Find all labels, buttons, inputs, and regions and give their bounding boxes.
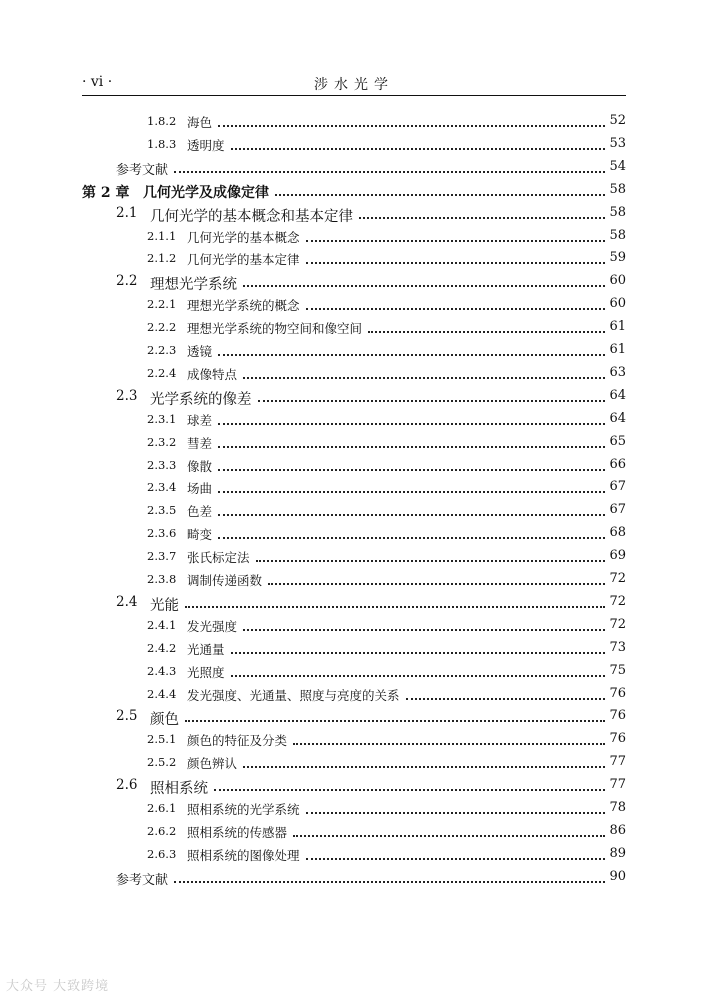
toc-entry-number: 2.2.4 (147, 365, 177, 380)
toc-entry-title: 发光强度 (187, 618, 238, 634)
toc-entry-page: 64 (609, 387, 626, 403)
toc-entry-title: 照相系统的图像处理 (187, 847, 300, 863)
toc-entry[interactable] (0, 180, 708, 203)
watermark: 大众号 大致跨境 (6, 979, 110, 994)
toc-entry-title: 理想光学系统的物空间和像空间 (187, 321, 363, 337)
running-title: 涉水光学 (314, 77, 394, 93)
toc-entry-title: 调制传递函数 (187, 573, 263, 588)
toc-entry[interactable] (0, 134, 708, 157)
toc-entry-number: 2.1.1 (147, 228, 177, 243)
dot-leader (185, 606, 605, 608)
toc-entry-title: 参考文献 (116, 162, 169, 178)
toc-entry[interactable] (0, 752, 708, 775)
toc-entry-title: 照相系统 (150, 781, 208, 798)
toc-entry[interactable] (0, 615, 708, 638)
toc-entry-title: 参考文献 (116, 872, 169, 888)
toc-entry[interactable] (0, 340, 708, 363)
toc-entry[interactable] (0, 248, 708, 271)
dot-leader (406, 698, 606, 700)
toc-entry-title: 畸变 (187, 527, 213, 543)
dot-leader (306, 812, 606, 814)
toc-entry-page: 59 (609, 250, 626, 266)
toc-entry-number: 2.6.1 (147, 801, 177, 815)
toc-entry-title: 光学系统的像差 (150, 391, 252, 408)
dot-leader (218, 354, 605, 356)
dot-leader (268, 583, 605, 585)
dot-leader (293, 743, 605, 745)
toc-entry-page: 86 (609, 822, 626, 838)
toc-entry[interactable] (0, 271, 708, 294)
dot-leader (258, 400, 606, 402)
toc-entry[interactable] (0, 546, 708, 569)
toc-entry-page: 58 (609, 204, 626, 220)
toc-entry-page: 68 (609, 525, 626, 541)
toc-entry[interactable] (0, 386, 708, 409)
toc-entry-number: 2.4.3 (147, 663, 177, 678)
dot-leader (306, 308, 606, 310)
toc-entry-title: 透镜 (187, 344, 213, 359)
toc-entry-title: 理想光学系统的概念 (187, 298, 300, 314)
toc-entry-page: 72 (609, 571, 626, 586)
toc-entry[interactable] (0, 798, 708, 821)
toc-entry-title: 海色 (187, 115, 213, 130)
toc-entry-page: 53 (609, 135, 626, 151)
page-number: · vi · (82, 74, 113, 90)
toc-entry-number: 2.3.5 (147, 503, 177, 518)
toc-entry-page: 60 (609, 296, 626, 312)
toc-entry-page: 77 (609, 754, 626, 770)
dot-leader (218, 469, 605, 471)
toc-entry-number: 2.4.4 (147, 686, 177, 701)
toc-entry[interactable] (0, 706, 708, 729)
toc-entry-page: 77 (609, 777, 626, 793)
toc-entry-number: 2.2 (116, 273, 138, 290)
toc-entry-number: 2.2.1 (147, 297, 177, 312)
toc-entry-title: 颜色的特征及分类 (187, 733, 288, 749)
dot-leader (218, 446, 605, 448)
toc-entry-page: 61 (609, 342, 626, 357)
dot-leader (231, 652, 606, 654)
dot-leader (368, 331, 605, 333)
toc-entry-page: 72 (609, 616, 626, 632)
toc-entry-number: 2.1 (116, 204, 138, 221)
toc-entry-page: 58 (609, 227, 626, 243)
toc-entry-page: 61 (609, 319, 626, 335)
dot-leader (359, 217, 605, 219)
toc-entry[interactable] (0, 844, 708, 867)
toc-entry-title: 几何光学的基本概念 (187, 229, 300, 245)
toc-entry[interactable] (0, 500, 708, 523)
toc-entry-page: 76 (609, 685, 626, 701)
toc-entry-number: 2.3 (116, 387, 138, 404)
page-header (82, 72, 626, 94)
toc-entry[interactable] (0, 409, 708, 432)
toc-entry-number: 2.3.2 (147, 434, 177, 449)
toc-entry-number: 2.3.7 (147, 549, 177, 564)
toc-entry-number: 2.4.2 (147, 640, 177, 655)
toc-entry-title: 光能 (150, 597, 179, 614)
toc-entry-number: 2.5 (116, 708, 138, 725)
toc-entry-number: 2.3.4 (147, 480, 177, 495)
toc-entry-page: 72 (609, 593, 626, 609)
toc-entry-number: 2.3.8 (147, 572, 177, 586)
dot-leader (218, 423, 605, 425)
dot-leader (306, 240, 606, 242)
toc-entry-number: 2.6.2 (147, 823, 177, 838)
toc-entry-title: 张氏标定法 (187, 550, 250, 566)
dot-leader (275, 194, 605, 196)
toc-entry[interactable] (0, 661, 708, 684)
toc-entry-number: 2.4.1 (147, 617, 177, 632)
toc-entry[interactable] (0, 729, 708, 752)
toc-entry[interactable] (0, 111, 708, 134)
toc-entry-number: 2.5.1 (147, 732, 177, 747)
toc-entry-page: 67 (609, 479, 626, 495)
toc-entry-title: 场曲 (187, 481, 213, 497)
dot-leader (306, 262, 606, 264)
dot-leader (243, 766, 605, 768)
toc-entry-page: 58 (609, 181, 626, 197)
toc-entry-number: 2.3.6 (147, 526, 177, 541)
toc-entry-title: 照相系统的传感器 (187, 824, 288, 840)
toc-entry-page: 54 (609, 158, 626, 174)
toc-entry-title: 像散 (187, 458, 213, 474)
toc-entry[interactable] (0, 317, 708, 340)
toc-entry-number: 2.2.3 (147, 343, 177, 357)
toc-entry[interactable] (0, 157, 708, 180)
toc-entry[interactable] (0, 294, 708, 317)
toc-entry[interactable] (0, 821, 708, 844)
toc-entry-title: 球差 (187, 412, 213, 428)
dot-leader (293, 835, 605, 837)
toc-entry-page: 90 (609, 868, 626, 884)
dot-leader (218, 491, 605, 493)
toc-entry-title: 光通量 (187, 641, 225, 657)
toc-entry-title: 几何光学的基本概念和基本定律 (150, 208, 353, 225)
dot-leader (218, 537, 605, 539)
toc-entry[interactable] (0, 569, 708, 592)
toc-entry[interactable] (0, 226, 708, 249)
toc-entry[interactable] (0, 684, 708, 707)
toc-entry[interactable] (0, 363, 708, 386)
toc-entry-page: 78 (609, 800, 626, 815)
toc-entry-title: 几何光学及成像定律 (143, 184, 269, 201)
toc-entry-page: 76 (609, 708, 626, 724)
toc-entry-page: 66 (609, 456, 626, 472)
toc-entry[interactable] (0, 638, 708, 661)
toc-entry-page: 67 (609, 502, 626, 518)
toc-entry-number: 2.4 (116, 593, 138, 610)
toc-entry-page: 76 (609, 731, 626, 747)
toc-entry[interactable] (0, 455, 708, 478)
toc-entry-page: 69 (609, 548, 626, 564)
toc-entry[interactable] (0, 477, 708, 500)
dot-leader (174, 881, 605, 883)
toc-entry-title: 发光强度、光通量、照度与亮度的关系 (187, 687, 400, 703)
toc-entry-page: 75 (609, 662, 626, 678)
header-rule (82, 95, 626, 96)
toc-entry[interactable] (0, 592, 708, 615)
toc-entry-number: 1.8.2 (147, 114, 177, 128)
toc-entry[interactable] (0, 432, 708, 455)
dot-leader (218, 125, 605, 127)
toc-entry-number: 2.3.1 (147, 411, 177, 426)
toc-entry-page: 89 (609, 845, 626, 861)
dot-leader (243, 629, 605, 631)
toc-entry-title: 颜色 (150, 712, 179, 729)
toc-entry[interactable] (0, 203, 708, 226)
toc-entry-title: 彗差 (187, 435, 213, 451)
dot-leader (306, 858, 606, 860)
toc-entry-number: 2.1.2 (147, 251, 177, 266)
toc-entry-number: 2.6 (116, 777, 138, 794)
toc-entry-page: 64 (609, 410, 626, 426)
toc-entry-title: 照相系统的光学系统 (187, 802, 300, 817)
toc-entry-page: 52 (609, 113, 626, 128)
toc-entry[interactable] (0, 775, 708, 798)
dot-leader (218, 514, 605, 516)
dot-leader (185, 720, 605, 722)
toc-entry-number: 2.2.2 (147, 320, 177, 335)
toc-entry-title: 几何光学的基本定律 (187, 252, 300, 268)
toc-entry-title: 色差 (187, 504, 213, 520)
toc-entry-page: 63 (609, 364, 626, 380)
toc-entry-title: 光照度 (187, 664, 225, 680)
toc-entry-number: 2.3.3 (147, 457, 177, 472)
toc-entry[interactable] (0, 867, 708, 890)
dot-leader (243, 285, 605, 287)
toc-entry-title: 理想光学系统 (150, 277, 237, 294)
toc-entry-page: 60 (609, 273, 626, 289)
toc-entry-page: 65 (609, 433, 626, 449)
toc-entry-title: 成像特点 (187, 366, 238, 382)
dot-leader (231, 675, 606, 677)
toc-entry-number: 1.8.3 (147, 136, 177, 151)
toc-entry-page: 73 (609, 639, 626, 655)
dot-leader (174, 171, 605, 173)
dot-leader (243, 377, 605, 379)
toc-entry-number: 2.5.2 (147, 755, 177, 770)
toc-entry-title: 颜色辨认 (187, 756, 238, 772)
toc-entry-number: 第 2 章 (82, 184, 130, 201)
dot-leader (256, 560, 606, 562)
dot-leader (231, 148, 606, 150)
dot-leader (214, 789, 605, 791)
toc-entry[interactable] (0, 523, 708, 546)
toc-entry-number: 2.6.3 (147, 846, 177, 861)
toc-entry-title: 透明度 (187, 137, 225, 153)
